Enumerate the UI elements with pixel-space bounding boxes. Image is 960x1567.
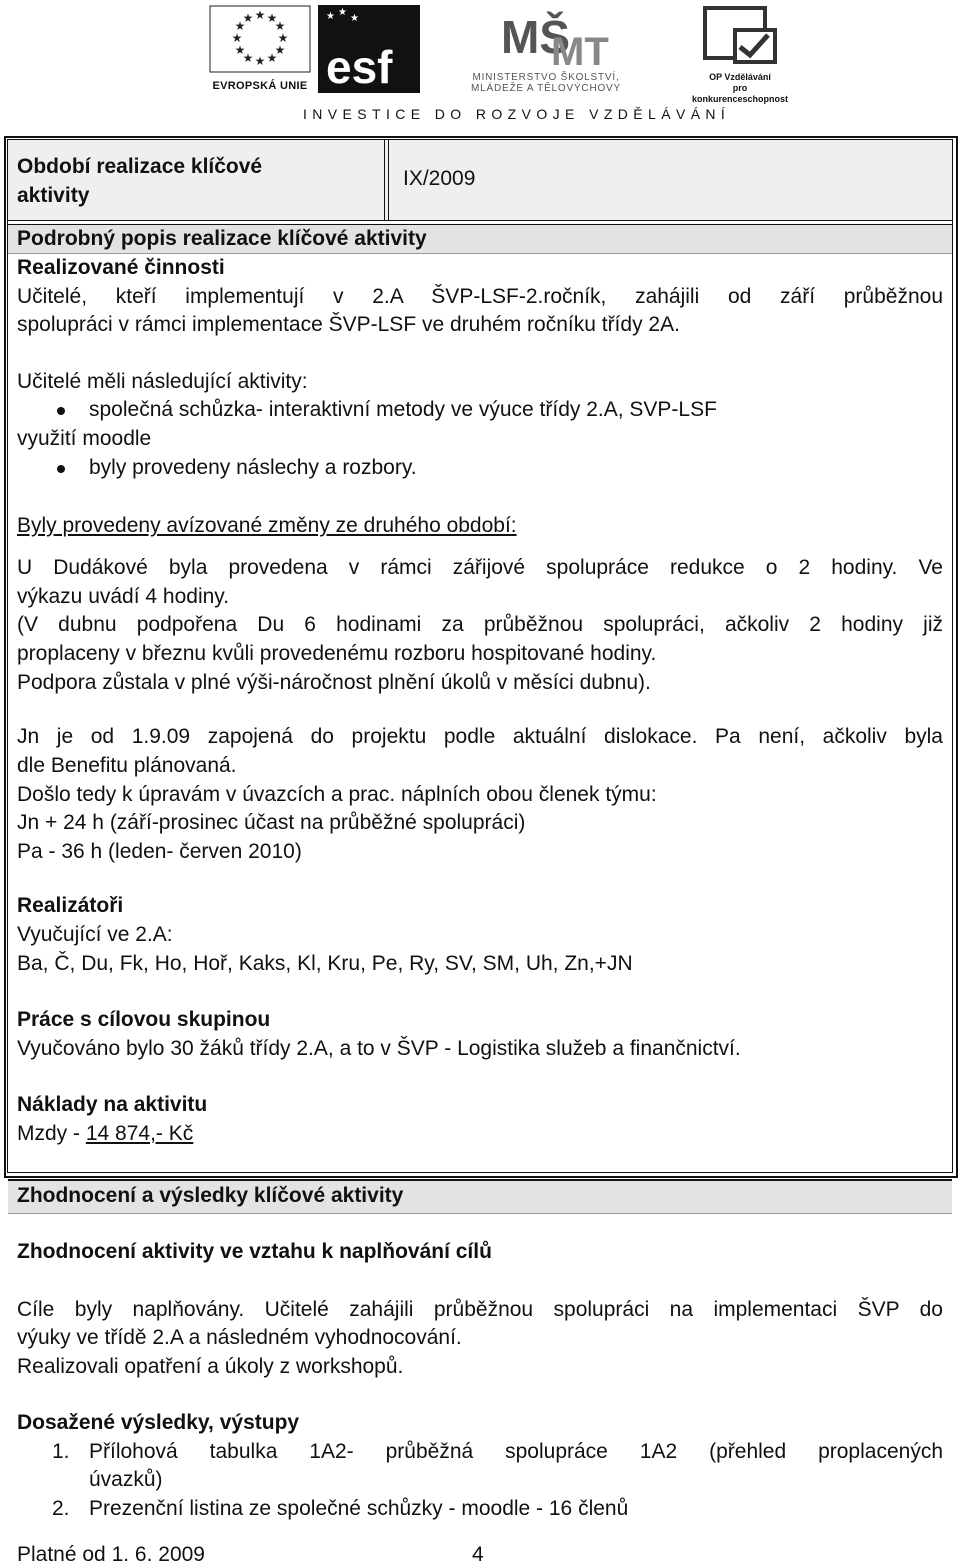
change-line-2: výkazu uvádí 4 hodiny. (17, 585, 230, 608)
svg-text:★: ★ (350, 13, 359, 24)
svg-text:★: ★ (242, 51, 254, 65)
cell-divider (388, 140, 389, 220)
svg-text:★: ★ (234, 43, 246, 57)
op-mark-icon (690, 5, 790, 67)
footer-valid-from: Platné od 1. 6. 2009 (17, 1543, 205, 1566)
svg-text:★: ★ (266, 51, 278, 65)
realizers-heading: Realizátoři (17, 894, 124, 917)
evaluation-subheading: Zhodnocení aktivity ve vztahu k naplňování cílů (17, 1240, 492, 1263)
outputs-heading: Dosažené výsledky, výstupy (17, 1411, 300, 1434)
msmt-mark-icon (456, 5, 636, 67)
goals-line-1: Cíle byly naplňovány. Učitelé zahájili průběžnou spolupráci na implementaci ŠVP do (17, 1298, 943, 1321)
esf-logo (318, 5, 420, 93)
esf-label: esf (326, 41, 393, 93)
svg-text:MŠ: MŠ (501, 11, 570, 63)
activities-intro: Učitelé měli následující aktivity: (17, 370, 308, 393)
intro-line-2: spolupráci v rámci implementace ŠVP-LSF ve druhém ročníku třídy 2A. (17, 313, 680, 336)
eu-flag-icon (209, 5, 311, 75)
target-group-heading: Práce s cílovou skupinou (17, 1008, 271, 1031)
svg-text:★: ★ (277, 31, 289, 45)
period-label (17, 152, 262, 210)
output-1-text: Přílohová tabulka 1A2- průběžná spolupráce 1A2 (přehled proplacených (89, 1440, 943, 1463)
changes-heading: Byly provedeny avízované změny ze druhého období: (17, 514, 517, 537)
intro-line-1: Učitelé, kteří implementují v 2.A ŠVP-LSF-2.ročník, zahájili od září průběžnou (17, 285, 943, 308)
bullet-1-text-cont: využití moodle (17, 427, 152, 450)
change-line-4: proplaceny v březnu kvůli provedenému rozboru hospitované hodiny. (17, 642, 657, 665)
output-2-text: Prezenční listina ze společné schůzky - moodle - 16 členů (89, 1497, 629, 1520)
svg-text:★: ★ (231, 31, 243, 45)
svg-text:★: ★ (274, 19, 286, 33)
jn-line-2: dle Benefitu plánovaná. (17, 754, 237, 777)
logo-bar (0, 0, 960, 128)
costs-heading: Náklady na aktivitu (17, 1093, 208, 1116)
svg-text:★: ★ (274, 43, 286, 57)
output-1-text-cont: úvazků) (89, 1468, 163, 1491)
costs-value: 14 874,- Kč (85, 1122, 194, 1145)
esf-logo-icon (318, 5, 420, 93)
period-label-line2: aktivity (17, 184, 90, 207)
eu-caption: EVROPSKÁ UNIE (212, 80, 308, 92)
investice-tagline: INVESTICE DO ROZVOJE VZDĚLÁVÁNÍ (303, 106, 731, 122)
period-label-line1: Období realizace klíčové (17, 155, 263, 178)
detail-heading: Podrobný popis realizace klíčové aktivity (17, 227, 427, 250)
jn-line-5: Pa - 36 h (leden- červen 2010) (17, 840, 302, 863)
realizers-line-2: Ba, Č, Du, Fk, Ho, Hoř, Kaks, Kl, Kru, Pe, Ry, SV, SM, Uh, Zn,+JN (17, 952, 633, 975)
svg-text:★: ★ (326, 11, 335, 22)
jn-line-4: Jn + 24 h (září-prosinec účast na průběžné spolupráci) (17, 811, 526, 834)
svg-text:★: ★ (338, 7, 347, 18)
jn-line-1: Jn je od 1.9.09 zapojená do projektu podle aktuální dislokace. Pa není, ačkoliv byla (17, 725, 943, 748)
realizers-line-1: Vyučující ve 2.A: (17, 923, 173, 946)
svg-text:MT: MT (551, 30, 609, 67)
op-caption-1: OP Vzdělávání (709, 72, 771, 82)
svg-text:★: ★ (242, 11, 254, 25)
cell-divider (384, 140, 385, 220)
op-logo (690, 5, 790, 104)
op-caption-2: pro konkurenceschopnost (691, 83, 789, 104)
output-1-number: 1. (52, 1440, 70, 1463)
msmt-caption-1: MINISTERSTVO ŠKOLSTVÍ, (472, 72, 620, 83)
eu-logo (209, 5, 311, 93)
msmt-logo (456, 5, 636, 95)
svg-text:★: ★ (254, 54, 266, 68)
costs-prefix: Mzdy - (17, 1122, 86, 1145)
bullet-1-text: společná schůzka- interaktivní metody ve výuce třídy 2.A, SVP-LSF (89, 398, 717, 421)
costs-line (17, 1119, 193, 1148)
evaluation-heading: Zhodnocení a výsledky klíčové aktivity (17, 1184, 404, 1207)
bullet-2-text: byly provedeny náslechy a rozbory. (89, 456, 417, 479)
goals-line-3: Realizovali opatření a úkoly z workshopů. (17, 1355, 404, 1378)
goals-line-2: výuky ve třídě 2.A a následném vyhodnocování. (17, 1326, 462, 1349)
svg-text:★: ★ (254, 8, 266, 22)
bullet-icon (57, 465, 65, 473)
jn-line-3: Došlo tedy k úpravám v úvazcích a prac. náplních obou členek týmu: (17, 783, 657, 806)
svg-text:★: ★ (266, 11, 278, 25)
target-group-line: Vyučováno bylo 30 žáků třídy 2.A, a to v ŠVP - Logistika služeb a finančnictví. (17, 1037, 741, 1060)
realized-activities-heading: Realizované činnosti (17, 256, 225, 279)
change-line-3: (V dubnu podpořena Du 6 hodinami za průběžnou spolupráci, ačkoliv 2 hodiny již (17, 613, 943, 636)
bullet-icon (57, 407, 65, 415)
period-value: IX/2009 (403, 167, 476, 190)
msmt-caption-2: MLÁDEŽE A TĚLOVÝCHOVY (471, 83, 621, 94)
change-line-1: U Dudákové byla provedena v rámci zářijové spolupráce redukce o 2 hodiny. Ve (17, 556, 943, 579)
output-2-number: 2. (52, 1497, 70, 1520)
svg-text:★: ★ (234, 19, 246, 33)
change-line-5: Podpora zůstala v plné výši-náročnost plnění úkolů v měsíci dubnu). (17, 671, 651, 694)
footer-page-number: 4 (472, 1543, 484, 1566)
